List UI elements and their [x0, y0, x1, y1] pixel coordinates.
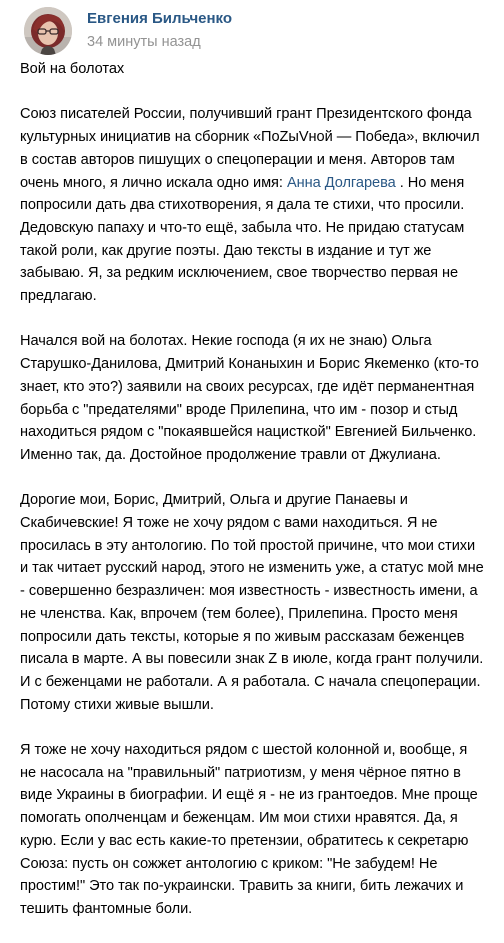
- avatar[interactable]: [24, 7, 72, 55]
- paragraph-1-start: Союз писателей России, получивший грант Президентского фонда культурных инициатив на сборник «ПоZыVной — Победа», включил в состав авторов пишущих о спецоперации и меня. Авторов там очень много, я лично искала одно имя:: [20, 106, 480, 191]
- author-name[interactable]: Евгения Бильченко: [87, 10, 233, 27]
- paragraph-1: [20, 103, 486, 307]
- post-header: [24, 6, 484, 56]
- mention-link[interactable]: Анна Долгарева: [286, 174, 396, 191]
- post-title: Вой на болотах: [20, 61, 125, 77]
- paragraph-2: Начался вой на болотах. Некие господа (я их не знаю) Ольга Старушко-Данилова, Дмитрий Конаныхин и Борис Якеменко (кто-то знает, кто это?) заявили на своих ресурсах, где идёт перманентная борьба с "предателями" вроде Прилепина, что им - позор и стыд находиться рядом с "покаявшейся нацисткой" Евгенией Бильченко. Именно так, да. Достойное продолжение травли от Джулиана.: [20, 333, 479, 463]
- paragraph-3: Дорогие мои, Борис, Дмитрий, Ольга и другие Панаевы и Скабичевские! Я тоже не хочу рядом с вами находиться. Я не просилась в эту антологию. По той простой причине, что мои стихи и так читает русский народ, этого не изменить уже, а статус мой мне - совершенно безразличен: моя известность - известность имени, а не членства. Как, впрочем (тем более), Прилепина. Просто меня попросили дать тексты, которые я по живым рассказам беженцев писала в марте. А вы повесили знак Z в июле, когда грант получили. И с беженцами не работали. А я работала. С начала спецоперации. Потому стихи живые вышли.: [20, 492, 484, 713]
- post-timestamp[interactable]: 34 минуты назад: [87, 34, 201, 50]
- paragraph-1-end: . Но меня попросили дать два стихотворения, я дала те стихи, что просили. Дедовскую папаху и что-то ещё, забыла что. Не придаю статусам такой роли, как другие поэты. Даю тексты в издание и тут же забываю. Я, за редким исключением, свое творчество первая не предлагаю.: [20, 174, 465, 305]
- post-text: [20, 58, 486, 943]
- avatar-image: [24, 7, 72, 55]
- paragraph-4: Я тоже не хочу находиться рядом с шестой колонной и, вообще, я не насосала на "правильный" патриотизм, у меня чёрное пятно в виде Украины в биографии. И ещё я - не из грантоедов. Мне проще помогать ополченцам и беженцам. Им мои стихи нравятся. Да, я курю. Если у вас есть какие-то претензии, обратитесь к секретарю Союза: пусть он сожжет антологию с криком: "Не забудем! Не простим!" Это так по-украински. Травить за книги, бить лежачих и тешить фантомные боли.: [20, 742, 478, 917]
